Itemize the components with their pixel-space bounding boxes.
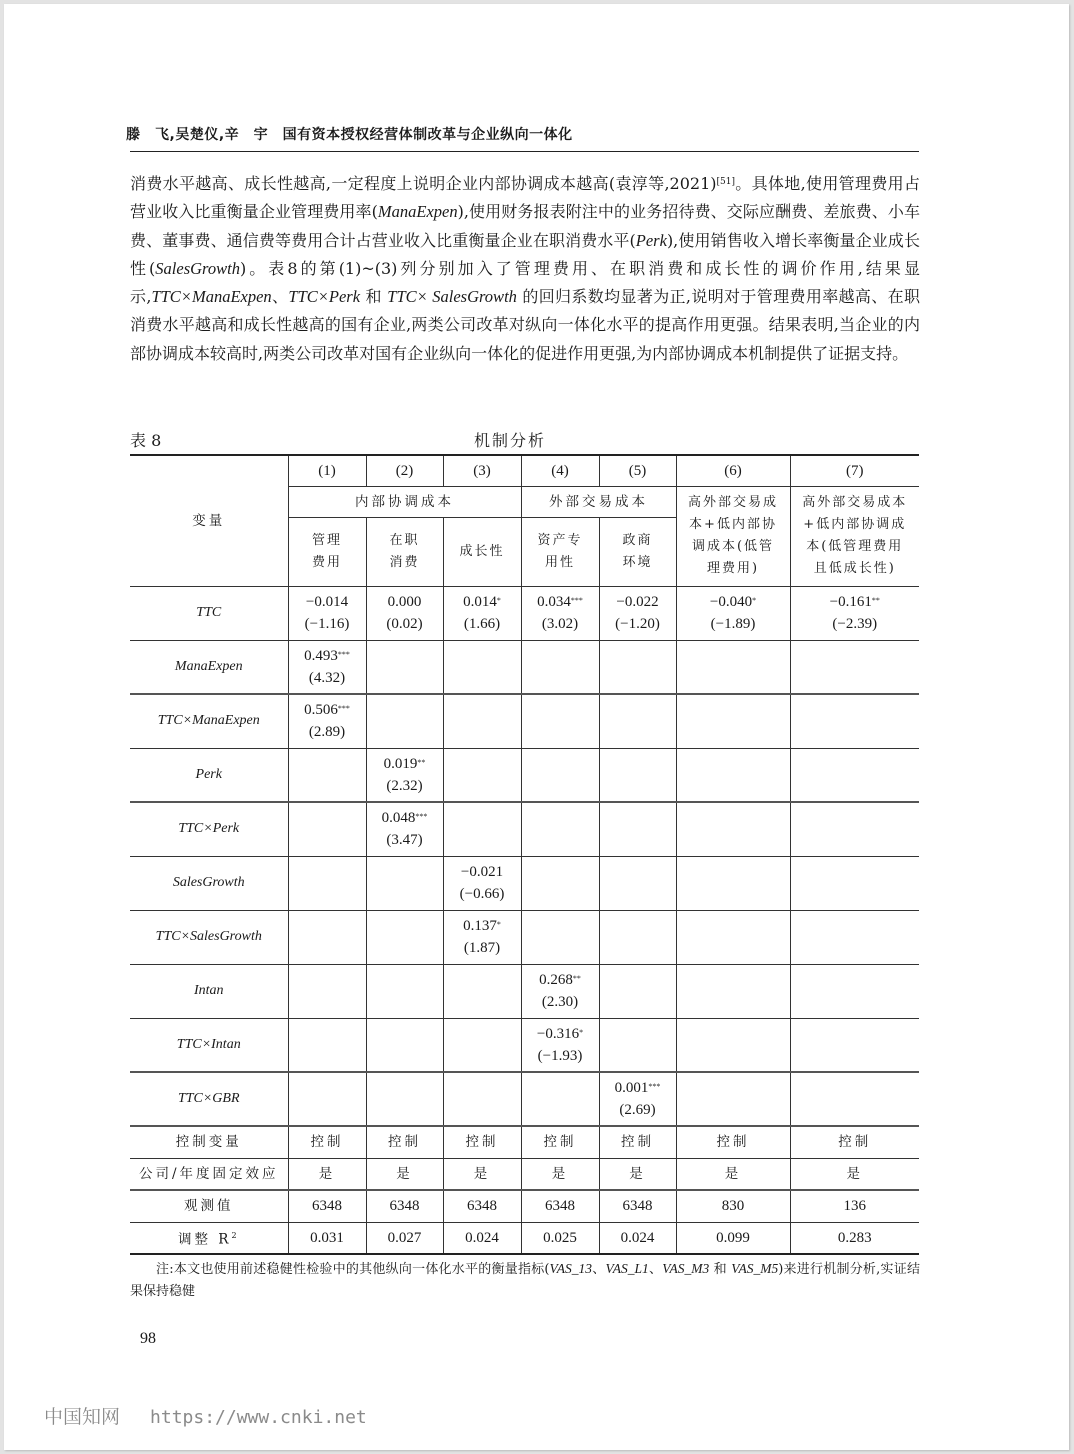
coefficient-cell — [521, 640, 599, 694]
table-row — [130, 1072, 919, 1126]
variable-name: VAS_M5 — [731, 1261, 779, 1276]
coefficient-cell — [366, 856, 443, 910]
column-number: (4) — [521, 455, 599, 486]
coefficient-value: −0.021 — [460, 864, 504, 880]
t-statistic: (−1.93) — [537, 1047, 583, 1064]
coefficient-cell — [366, 748, 443, 802]
footer-cell: 控制 — [676, 1126, 790, 1158]
footer-cell: 0.099 — [676, 1222, 790, 1254]
text-run: ),使用财务报表附注中的业务招待费、交际应酬费、差旅费、小车费、董事费、通信费等费用合计占营业收入比重衡量企业在职消费水平( — [130, 202, 920, 250]
citation-reference: [51] — [716, 177, 735, 187]
coefficient-cell — [521, 694, 599, 748]
coefficient-cell — [521, 910, 599, 964]
table-row — [130, 748, 919, 802]
header-article-title: 国有资本授权经营体制改革与企业纵向一体化 — [282, 127, 573, 143]
text-run: 的回归系数均显著为正,说明对于管理费用率越高、在职消费水平越高和成长性越高的国有企业,两类公司改革对纵向一体化水平的提高作用更强。结果表明,当企业的内部协调成本较高时,两类公司改革对国有企业纵向一体化的促进作用更强,为内部协调成本机制提供了证据支持。 — [130, 287, 920, 363]
footer-cell: 6348 — [521, 1190, 599, 1222]
coefficient-cell — [288, 1018, 366, 1072]
coefficient-cell — [288, 586, 366, 640]
coefficient-value: 0.019 — [383, 755, 418, 772]
coefficient-cell — [443, 694, 521, 748]
table-row — [130, 856, 919, 910]
coefficient-cell — [676, 640, 790, 694]
coefficient-cell — [288, 694, 366, 748]
t-statistic: (2.32) — [386, 777, 423, 794]
coefficient-cell — [288, 964, 366, 1018]
coefficient-value: −0.161 — [829, 594, 872, 610]
coefficient — [791, 591, 920, 613]
coefficient-cell — [599, 964, 676, 1018]
coefficient-value: 0.048 — [381, 810, 416, 827]
table-row — [130, 586, 919, 640]
footer-label-text: 调整 R — [177, 1231, 232, 1248]
coefficient-cell — [443, 748, 521, 802]
text-run: 和 — [360, 287, 388, 307]
coefficient-cell — [790, 748, 919, 802]
footer-row-label — [130, 1190, 288, 1222]
t-statistic: (4.32) — [308, 669, 346, 686]
coefficient-cell — [288, 856, 366, 910]
coefficient — [600, 591, 676, 613]
coefficient-cell — [288, 910, 366, 964]
significance-stars: ** — [417, 757, 426, 767]
table-row — [130, 910, 919, 964]
footer-cell: 136 — [790, 1190, 919, 1222]
coefficient-cell — [790, 640, 919, 694]
variable-label: ManaExpen — [130, 640, 288, 694]
coefficient-cell — [521, 856, 599, 910]
coefficient-cell — [443, 910, 521, 964]
table-row — [130, 694, 919, 748]
running-header — [126, 124, 573, 144]
coefficient-cell — [443, 856, 521, 910]
t-statistic: (2.30) — [541, 994, 579, 1010]
coefficient-value: 0.268 — [539, 972, 573, 988]
footer-cell: 是 — [599, 1158, 676, 1190]
coefficient — [444, 591, 521, 613]
coefficient-cell — [676, 586, 790, 640]
footer-cell: 是 — [676, 1158, 790, 1190]
coefficient-cell — [790, 1072, 919, 1126]
group-internal-coordination-cost: 内部协调成本 — [288, 486, 521, 517]
coefficient-value: −0.316 — [536, 1025, 580, 1042]
significance-stars: *** — [415, 812, 428, 822]
coefficient — [367, 753, 443, 775]
footer-cell: 0.024 — [443, 1222, 521, 1254]
header-row-column-numbers — [130, 455, 919, 486]
coefficient-cell — [366, 694, 443, 748]
coefficient-cell — [366, 640, 443, 694]
variable-name: Perk — [635, 230, 667, 250]
variable-name: ManaExpen — [377, 202, 458, 222]
coefficient-value: 0.034 — [537, 594, 571, 610]
coefficient-cell — [521, 748, 599, 802]
coefficient-cell — [443, 964, 521, 1018]
significance-stars: * — [496, 596, 501, 605]
variable-name: TTC× SalesGrowth — [387, 287, 517, 307]
footer-row-label — [130, 1126, 288, 1158]
body-paragraph — [130, 170, 920, 368]
variable-label: TTC×SalesGrowth — [130, 910, 288, 964]
text-run: 和 — [709, 1262, 732, 1277]
footer-cell: 0.025 — [521, 1222, 599, 1254]
text-run: 消费水平越高、成长性越高,一定程度上说明企业内部协调成本越高(袁淳等,2021) — [130, 174, 717, 193]
column-number: (5) — [599, 455, 676, 486]
coefficient-cell — [521, 802, 599, 856]
variable-name: TTC×ManaExpen — [151, 287, 272, 307]
footer-label-text: 观测值 — [184, 1198, 234, 1215]
table-note — [130, 1258, 920, 1303]
cnki-watermark — [44, 1402, 367, 1429]
text-run: 、 — [592, 1262, 606, 1277]
footer-cell: 是 — [790, 1158, 919, 1190]
significance-stars: ** — [871, 596, 880, 605]
table-footer-row — [130, 1190, 919, 1222]
significance-stars: * — [496, 920, 501, 929]
coefficient — [677, 591, 790, 613]
sub-header-business-environment: 政商环境 — [599, 517, 676, 586]
coefficient-cell — [599, 802, 676, 856]
footer-cell: 0.024 — [599, 1222, 676, 1254]
table-title: 机制分析 — [474, 431, 547, 450]
coefficient — [600, 1077, 676, 1099]
footer-cell: 控制 — [790, 1126, 919, 1158]
coefficient — [522, 969, 599, 991]
coefficient — [289, 645, 366, 667]
footer-cell: 830 — [676, 1190, 790, 1222]
t-statistic: (−1.89) — [710, 616, 756, 632]
coefficient-cell — [599, 748, 676, 802]
coefficient-value: −0.022 — [616, 594, 659, 610]
coefficient-cell — [599, 1018, 676, 1072]
variable-label: TTC — [130, 586, 288, 640]
variable-name: VAS_13 — [549, 1261, 593, 1276]
footer-cell: 6348 — [288, 1190, 366, 1222]
coefficient-cell — [443, 586, 521, 640]
coefficient-cell — [443, 802, 521, 856]
variable-name: VAS_L1 — [605, 1261, 649, 1276]
coefficient-value: 0.001 — [614, 1080, 649, 1096]
coefficient-cell — [599, 1072, 676, 1126]
body-text — [130, 170, 920, 368]
footer-cell: 控制 — [443, 1126, 521, 1158]
coefficient-cell — [790, 964, 919, 1018]
watermark-brand: 中国知网 — [44, 1406, 121, 1428]
significance-stars: *** — [570, 596, 583, 605]
coefficient-cell — [366, 1018, 443, 1072]
coefficient-cell — [288, 802, 366, 856]
significance-stars: * — [752, 596, 757, 605]
coefficient — [289, 591, 366, 613]
significance-stars: *** — [337, 649, 350, 659]
variable-label: Intan — [130, 964, 288, 1018]
footer-cell: 控制 — [599, 1126, 676, 1158]
coefficient-cell — [521, 586, 599, 640]
coefficient-cell — [599, 910, 676, 964]
footer-cell: 6348 — [599, 1190, 676, 1222]
footer-cell: 控制 — [288, 1126, 366, 1158]
coefficient-value: 0.493 — [304, 647, 338, 664]
significance-stars: * — [579, 1027, 584, 1037]
coefficient-cell — [790, 802, 919, 856]
coefficient-cell — [676, 1072, 790, 1126]
variable-header: 变量 — [130, 455, 288, 586]
coefficient-cell — [790, 910, 919, 964]
coefficient-cell — [676, 910, 790, 964]
t-statistic: (3.47) — [386, 832, 423, 849]
coefficient-cell — [676, 694, 790, 748]
t-statistic: (−2.39) — [832, 616, 878, 632]
variable-label: TTC×Intan — [130, 1018, 288, 1072]
coefficient-value: 0.506 — [304, 702, 338, 719]
footer-cell: 6348 — [443, 1190, 521, 1222]
column-number: (6) — [676, 455, 790, 486]
coefficient-value: 0.137 — [463, 918, 497, 934]
coefficient-cell — [676, 748, 790, 802]
coefficient — [444, 915, 521, 937]
footer-cell: 是 — [366, 1158, 443, 1190]
sub-header-asset-specificity: 资产专用性 — [521, 517, 599, 586]
table-footer-row — [130, 1158, 919, 1190]
t-statistic: (−1.20) — [615, 616, 660, 632]
sub-header-growth: 成长性 — [443, 517, 521, 586]
table-footer-row — [130, 1126, 919, 1158]
group-external-transaction-cost: 外部交易成本 — [521, 486, 676, 517]
footer-label-text: 公司/年度固定效应 — [138, 1165, 279, 1182]
coefficient-cell — [288, 640, 366, 694]
paper-page — [4, 4, 1069, 1450]
header-rule — [130, 151, 919, 152]
t-statistic: (−1.16) — [304, 616, 350, 632]
text-run: 注:本文也使用前述稳健性检验中的其他纵向一体化水平的衡量指标( — [156, 1262, 550, 1277]
t-statistic: (3.02) — [541, 616, 579, 632]
coefficient — [522, 1023, 599, 1045]
sub-header-management-expense: 管理费用 — [288, 517, 366, 586]
footer-cell: 是 — [288, 1158, 366, 1190]
coefficient-cell — [521, 1072, 599, 1126]
table-row — [130, 802, 919, 856]
coefficient-cell — [366, 910, 443, 964]
coefficient-cell — [676, 964, 790, 1018]
coefficient-cell — [790, 586, 919, 640]
coefficient-cell — [599, 856, 676, 910]
text-run: 、 — [648, 1262, 663, 1277]
coefficient-cell — [599, 586, 676, 640]
t-statistic: (−0.66) — [459, 886, 505, 902]
table-label: 表 8 — [130, 431, 162, 450]
footer-cell: 6348 — [366, 1190, 443, 1222]
header-authors: 滕 飞,吴楚仪,辛 宇 — [126, 127, 269, 143]
page-number: 98 — [140, 1330, 156, 1347]
footer-cell: 是 — [443, 1158, 521, 1190]
coefficient-cell — [366, 802, 443, 856]
table-footer-row — [130, 1222, 919, 1254]
coefficient-cell — [676, 1018, 790, 1072]
coefficient-cell — [521, 1018, 599, 1072]
footer-label-text: 控制变量 — [175, 1134, 242, 1151]
t-statistic: (0.02) — [386, 616, 423, 632]
col6-description: 高外部交易成本+低内部协调成本(低管理费用) — [676, 486, 790, 586]
coefficient-cell — [790, 694, 919, 748]
coefficient-cell — [676, 802, 790, 856]
variable-label: Perk — [130, 748, 288, 802]
coefficient-cell — [366, 1072, 443, 1126]
coefficient-value: 0.000 — [387, 594, 422, 610]
table-row — [130, 964, 919, 1018]
footer-row-label — [130, 1222, 288, 1254]
table-row — [130, 640, 919, 694]
t-statistic: (1.87) — [463, 940, 501, 956]
significance-stars: ** — [572, 974, 581, 983]
coefficient-cell — [366, 586, 443, 640]
variable-name: SalesGrowth — [155, 258, 240, 278]
regression-table — [130, 454, 919, 1255]
sub-header-perk: 在职消费 — [366, 517, 443, 586]
coefficient-cell — [521, 964, 599, 1018]
coefficient — [367, 807, 443, 829]
coefficient-cell — [366, 964, 443, 1018]
coefficient-value: −0.014 — [305, 594, 349, 610]
footer-row-label — [130, 1158, 288, 1190]
coefficient — [444, 861, 521, 883]
coefficient-cell — [288, 1072, 366, 1126]
text-run: ),使用销售收入增长率衡量企业成长性( — [130, 230, 920, 278]
significance-stars: *** — [337, 704, 350, 714]
variable-name: VAS_M3 — [662, 1261, 710, 1276]
coefficient-cell — [790, 1018, 919, 1072]
coefficient-cell — [443, 640, 521, 694]
coefficient-cell — [790, 856, 919, 910]
coefficient-cell — [676, 856, 790, 910]
watermark-url: https://www.cnki.net — [150, 1407, 367, 1428]
col7-description: 高外部交易成本+低内部协调成本(低管理费用且低成长性) — [790, 486, 919, 586]
footer-cell: 0.283 — [790, 1222, 919, 1254]
coefficient — [522, 591, 599, 613]
table-row — [130, 1018, 919, 1072]
text-run: 。具体地,使用管理费用占营业收入比重衡量企业管理费用率( — [130, 174, 920, 222]
column-number: (1) — [288, 455, 366, 486]
coefficient-cell — [443, 1072, 521, 1126]
variable-label: TTC×Perk — [130, 802, 288, 856]
t-statistic: (1.66) — [463, 616, 501, 632]
text-run: 、 — [271, 287, 289, 307]
column-number: (3) — [443, 455, 521, 486]
footer-cell: 0.031 — [288, 1222, 366, 1254]
coefficient — [289, 699, 366, 721]
coefficient-value: 0.014 — [463, 594, 497, 610]
variable-label: TTC×GBR — [130, 1072, 288, 1126]
coefficient — [367, 591, 443, 613]
significance-stars: *** — [648, 1082, 661, 1091]
superscript: 2 — [231, 1231, 240, 1240]
footer-cell: 0.027 — [366, 1222, 443, 1254]
column-number: (7) — [790, 455, 919, 486]
t-statistic: (2.69) — [619, 1102, 656, 1118]
footer-cell: 控制 — [366, 1126, 443, 1158]
variable-label: TTC×ManaExpen — [130, 694, 288, 748]
coefficient-cell — [599, 694, 676, 748]
variable-label: SalesGrowth — [130, 856, 288, 910]
footer-cell: 控制 — [521, 1126, 599, 1158]
footer-cell: 是 — [521, 1158, 599, 1190]
variable-name: TTC×Perk — [288, 287, 361, 307]
coefficient-cell — [443, 1018, 521, 1072]
t-statistic: (2.89) — [308, 724, 346, 741]
column-number: (2) — [366, 455, 443, 486]
coefficient-cell — [599, 640, 676, 694]
coefficient-value: −0.040 — [709, 594, 753, 610]
text-run: )。表8的第(1)~(3)列分别加入了管理费用、在职消费和成长性的调价作用,结果显示, — [130, 258, 920, 307]
text-run: )来进行机制分析,实证结果保持稳健 — [130, 1262, 921, 1299]
coefficient-cell — [288, 748, 366, 802]
